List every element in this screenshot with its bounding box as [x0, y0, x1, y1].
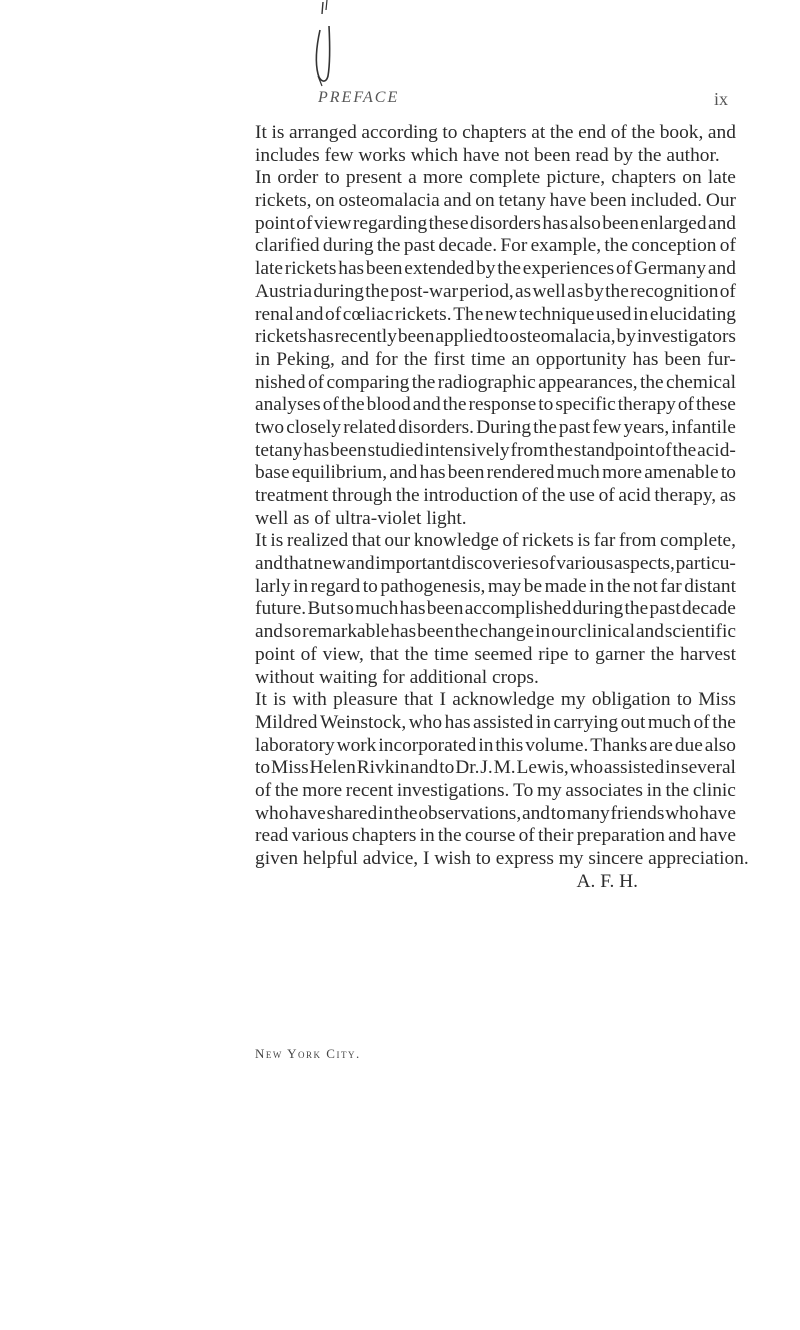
running-head [0, 89, 800, 109]
text-line: clarified during the past decade. For example, the conception of [255, 235, 736, 257]
text-line: well as of ultra-violet light. [255, 507, 467, 529]
text-line: and so remarkable has been the change in our clinical and scientific [255, 621, 736, 643]
text-line: renal and of cœliac rickets. The new technique used in elucidating [255, 303, 736, 325]
text-line: nished of comparing the radiographic appearances, the chemical [255, 371, 736, 393]
text-line: late rickets has been extended by the experiences of Germany and [255, 258, 736, 280]
text-line: tetany has been studied intensively from the standpoint of the acid- [255, 439, 736, 461]
ink-mark [296, 0, 336, 92]
signature: A. F. H. [576, 870, 638, 892]
text-line: point of view, that the time seemed ripe to garner the harvest [255, 643, 736, 665]
text-line: includes few works which have not been read by the author. [255, 144, 720, 166]
text-line: point of view regarding these disorders has also been enlarged and [255, 212, 736, 234]
text-line: two closely related disorders. During the past few years, infantile [255, 416, 736, 438]
text-line: In order to present a more complete picture, chapters on late [255, 167, 736, 189]
text-line: base equilibrium, and has been rendered much more amenable to [255, 462, 736, 484]
text-line: It is realized that our knowledge of rickets is far from complete, [255, 530, 736, 552]
text-line: Mildred Weinstock, who has assisted in carrying out much of the [255, 711, 736, 733]
text-line: read various chapters in the course of their preparation and have [255, 825, 736, 847]
text-line: It is arranged according to chapters at the end of the book, and [255, 122, 736, 143]
text-line: rickets, on osteomalacia and on tetany have been included. Our [255, 190, 736, 212]
place-line: New York City. [255, 1046, 361, 1061]
text-line: without waiting for additional crops. [255, 666, 539, 688]
text-line: given helpful advice, I wish to express my sincere appreciation. [255, 848, 749, 869]
text-line: of the more recent investigations. To my associates in the clinic [255, 779, 736, 801]
text-line: to Miss Helen Rivkin and to Dr. J. M. Lewis, who assisted in several [255, 757, 736, 779]
running-title: PREFACE [318, 89, 400, 106]
text-line: Austria during the post-war period, as well as by the recognition of [255, 280, 736, 302]
text-line: rickets has recently been applied to osteomalacia, by investigators [255, 326, 736, 348]
text-line: treatment through the introduction of the use of acid therapy, as [255, 485, 736, 506]
text-line: in Peking, and for the first time an opportunity has been fur- [255, 348, 736, 370]
text-line: laboratory work incorporated in this volume. Thanks are due also [255, 734, 736, 756]
page-number: ix [714, 89, 729, 109]
text-line: larly in regard to pathogenesis, may be made in the not far distant [255, 575, 736, 597]
text-line: future. But so much has been accomplished during the past decade [255, 598, 736, 620]
text-line: and that new and important discoveries of various aspects, particu- [255, 553, 736, 575]
text-line: It is with pleasure that I acknowledge my obligation to Miss [255, 689, 736, 711]
text-line: analyses of the blood and the response to specific therapy of these [255, 394, 736, 416]
preface-body [255, 122, 749, 893]
text-line: who have shared in the observations, and to many friends who have [255, 802, 736, 824]
